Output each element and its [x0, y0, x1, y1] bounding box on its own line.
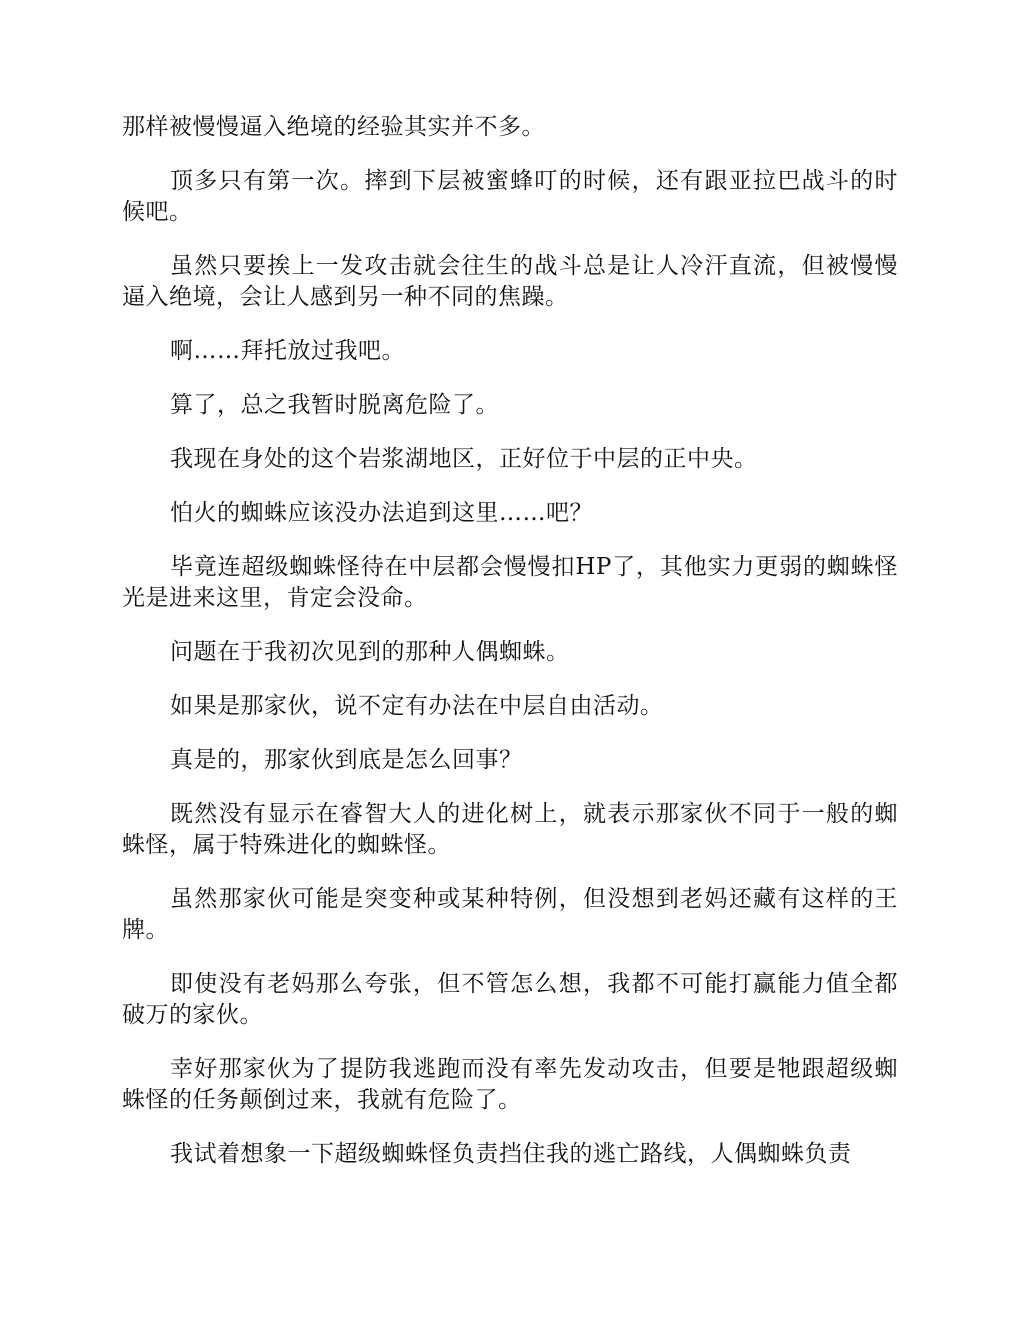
paragraph: 啊……拜托放过我吧。: [170, 338, 405, 364]
paragraph: 即使没有老妈那么夸张，但不管怎么想，我都不可能打赢能力值全都破万的家伙。: [122, 971, 898, 1028]
paragraph: 那样被慢慢逼入绝境的经验其实并不多。: [122, 114, 545, 140]
paragraph: 虽然那家伙可能是突变种或某种特例，但没想到老妈还藏有这样的王牌。: [122, 886, 898, 943]
paragraph: 虽然只要挨上一发攻击就会往生的战斗总是让人冷汗直流，但被慢慢逼入绝境，会让人感到另一种不同的焦躁。: [122, 253, 898, 310]
document-page: [122, 112, 898, 1193]
paragraph: 毕竟连超级蜘蛛怪待在中层都会慢慢扣HP了，其他实力更弱的蜘蛛怪光是进来这里，肯定会没命。: [122, 554, 898, 611]
paragraph: 怕火的蜘蛛应该没办法追到这里……吧？: [170, 500, 593, 526]
paragraph: 我试着想象一下超级蜘蛛怪负责挡住我的逃亡路线，人偶蜘蛛负责: [170, 1141, 852, 1167]
paragraph: 既然没有显示在睿智大人的进化树上，就表示那家伙不同于一般的蜘蛛怪，属于特殊进化的蜘蛛怪。: [122, 801, 898, 858]
paragraph: 我现在身处的这个岩浆湖地区，正好位于中层的正中央。: [170, 446, 758, 472]
paragraph: 算了，总之我暂时脱离危险了。: [170, 392, 499, 418]
paragraph: 幸好那家伙为了提防我逃跑而没有率先发动攻击，但要是牠跟超级蜘蛛怪的任务颠倒过来，我就有危险了。: [122, 1056, 898, 1113]
paragraph: 如果是那家伙，说不定有办法在中层自由活动。: [170, 693, 664, 719]
paragraph: 问题在于我初次见到的那种人偶蜘蛛。: [170, 639, 570, 665]
paragraph: 真是的，那家伙到底是怎么回事？: [170, 747, 523, 773]
paragraph: 顶多只有第一次。摔到下层被蜜蜂叮的时候，还有跟亚拉巴战斗的时候吧。: [122, 168, 898, 225]
